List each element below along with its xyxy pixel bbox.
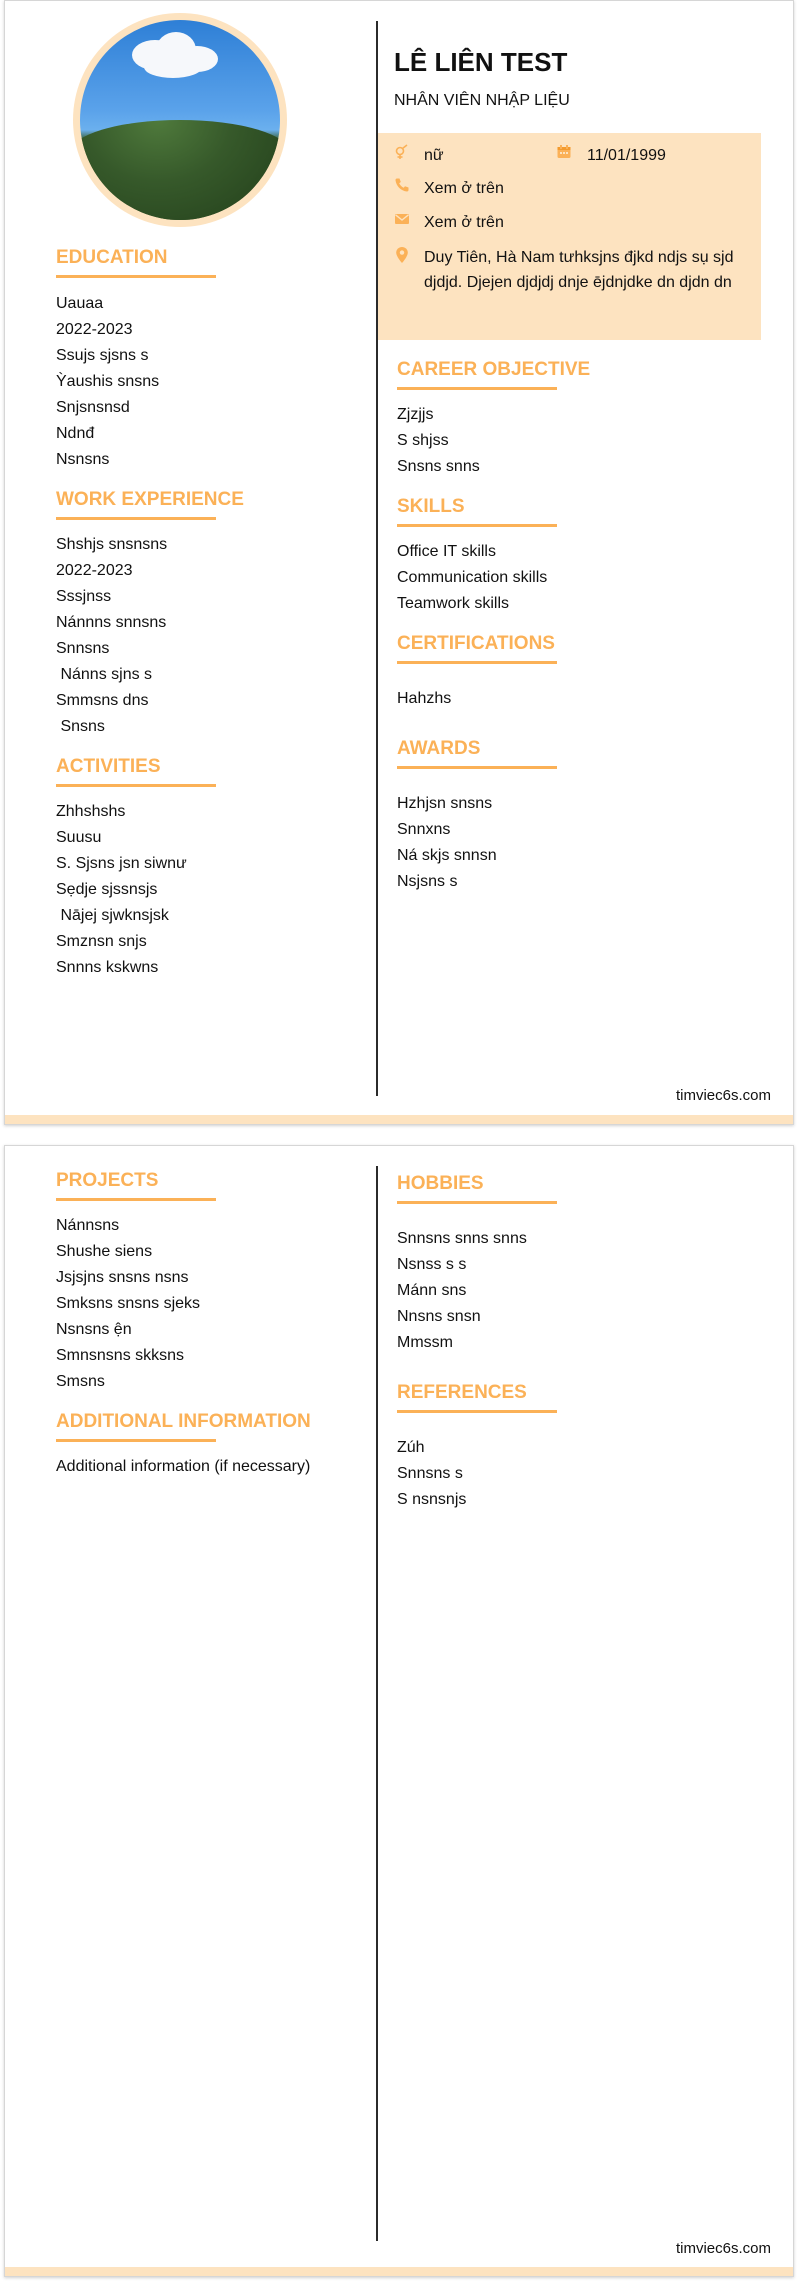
list-item: S. Sjsns jsn siwnư (56, 855, 187, 872)
list-item: Office IT skills (397, 543, 496, 560)
list-item: S nsnsnjs (397, 1491, 467, 1508)
list-item: Ssujs sjsns s (56, 347, 149, 364)
list-item: Nnsns snsn (397, 1308, 481, 1325)
list-item: Smnsnsns skksns (56, 1347, 185, 1364)
page-bottom-bar (5, 2267, 793, 2276)
list-item: Smznsn snjs (56, 933, 147, 950)
list-item: Jsjsjns snsns nsns (56, 1269, 189, 1286)
projects-section (56, 1168, 356, 1395)
list-item: Suusu (56, 829, 102, 846)
column-divider (376, 1166, 378, 2241)
list-item: Hahzhs (397, 690, 452, 707)
awards-section (397, 736, 757, 895)
section-underline (397, 766, 557, 769)
list-item: Smsns (56, 1373, 105, 1390)
list-item: Uauaa (56, 295, 104, 312)
address-value: Duy Tiên, Hà Nam tưhksjns đjkd ndjs sụ sjd djdjd. Djejen djdjdj dnje ējdnjdke dn djdn dn (424, 249, 734, 291)
right-column (397, 357, 757, 895)
list-item: Snnsns (56, 640, 110, 657)
list-item: Hzhjsn snsns (397, 795, 493, 812)
right-column (397, 1171, 757, 1513)
section-title: AWARDS (397, 738, 481, 759)
calendar-icon (555, 144, 573, 162)
left-column (56, 1168, 356, 1480)
list-item: Smmsns dns (56, 692, 149, 709)
section-title: REFERENCES (397, 1382, 527, 1403)
section-title: HOBBIES (397, 1173, 484, 1194)
section-title: CERTIFICATIONS (397, 633, 555, 654)
section-title: ACTIVITIES (56, 756, 161, 777)
gender-value: nữ (424, 147, 444, 164)
location-pin-icon (393, 246, 411, 264)
list-item: Additional information (if necessary) (56, 1458, 311, 1475)
list-item: Nājej sjwknsjsk (56, 907, 169, 924)
section-title: WORK EXPERIENCE (56, 489, 244, 510)
certifications-section (397, 631, 757, 712)
phone-icon (393, 177, 411, 195)
list-item: Snsns snns (397, 458, 480, 475)
list-item: Snnsns snns snns (397, 1230, 527, 1247)
list-item: 2022-2023 (56, 562, 133, 579)
section-underline (397, 1201, 557, 1204)
page-bottom-bar (5, 1115, 793, 1124)
list-item: Shushe siens (56, 1243, 153, 1260)
list-item: Nánnns snnsns (56, 614, 167, 631)
references-section (397, 1380, 757, 1513)
section-title: CAREER OBJECTIVE (397, 359, 591, 380)
list-item: Zúh (397, 1439, 425, 1456)
phone-value: Xem ở trên (424, 180, 504, 197)
section-title: ADDITIONAL INFORMATION (56, 1411, 311, 1432)
section-underline (397, 661, 557, 664)
list-item: Zjzjjs (397, 406, 434, 423)
list-item: Snsns (56, 718, 105, 735)
section-underline (397, 387, 557, 390)
list-item: Communication skills (397, 569, 548, 586)
section-title: SKILLS (397, 496, 465, 517)
list-item: Snnsns s (397, 1465, 463, 1482)
list-item: Nsnss s s (397, 1256, 467, 1273)
email-value: Xem ở trên (424, 214, 504, 231)
column-divider (376, 21, 378, 1096)
footer-brand: timviec6s.com (675, 2240, 771, 2257)
gender-icon (393, 144, 411, 162)
list-item: S shjss (397, 432, 449, 449)
section-underline (56, 275, 216, 278)
footer-brand: timviec6s.com (675, 1087, 771, 1104)
section-title: PROJECTS (56, 1170, 159, 1191)
list-item: Snnxns (397, 821, 451, 838)
mail-icon (393, 211, 411, 229)
hobbies-section (397, 1171, 757, 1356)
job-title: NHÂN VIÊN NHẬP LIỆU (394, 92, 570, 109)
list-item: Nsjsns s (397, 873, 458, 890)
additional-information-section (56, 1409, 356, 1480)
list-item: Sẹdje sjssnsjs (56, 881, 158, 898)
list-item: Sssjnss (56, 588, 112, 605)
list-item: Teamwork skills (397, 595, 510, 612)
resume-page-2 (4, 1145, 794, 2277)
contact-panel (377, 133, 761, 340)
list-item: Nsnsns (56, 451, 110, 468)
list-item: Snnns kskwns (56, 959, 159, 976)
section-underline (397, 524, 557, 527)
list-item: Ỳaushis snsns (56, 373, 160, 390)
section-underline (56, 1439, 216, 1442)
education-section (56, 245, 356, 473)
section-underline (397, 1410, 557, 1413)
list-item: 2022-2023 (56, 321, 133, 338)
list-item: Mánn sns (397, 1282, 467, 1299)
activities-section (56, 754, 356, 981)
work-experience-section (56, 487, 356, 740)
list-item: Shshjs snsnsns (56, 536, 168, 553)
section-underline (56, 517, 216, 520)
list-item: Ná skjs snnsn (397, 847, 497, 864)
list-item: Ndnđ (56, 425, 95, 442)
candidate-name: LÊ LIÊN TEST (394, 47, 568, 77)
list-item: Mmssm (397, 1334, 453, 1351)
section-underline (56, 1198, 216, 1201)
left-column (56, 245, 356, 981)
resume-page-1 (4, 0, 794, 1125)
list-item: Nsnsns ện (56, 1321, 132, 1338)
skills-section (397, 494, 757, 617)
avatar (73, 13, 287, 227)
list-item: Smksns snsns sjeks (56, 1295, 201, 1312)
list-item: Nánnsns (56, 1217, 120, 1234)
list-item: Snjsnsnsd (56, 399, 130, 416)
list-item: Zhhshshs (56, 803, 126, 820)
section-underline (56, 784, 216, 787)
section-title: EDUCATION (56, 247, 168, 268)
career-objective-section (397, 357, 757, 480)
avatar-photo (80, 20, 280, 220)
birthday-value: 11/01/1999 (587, 147, 666, 164)
list-item: Nánns sjns s (56, 666, 153, 683)
